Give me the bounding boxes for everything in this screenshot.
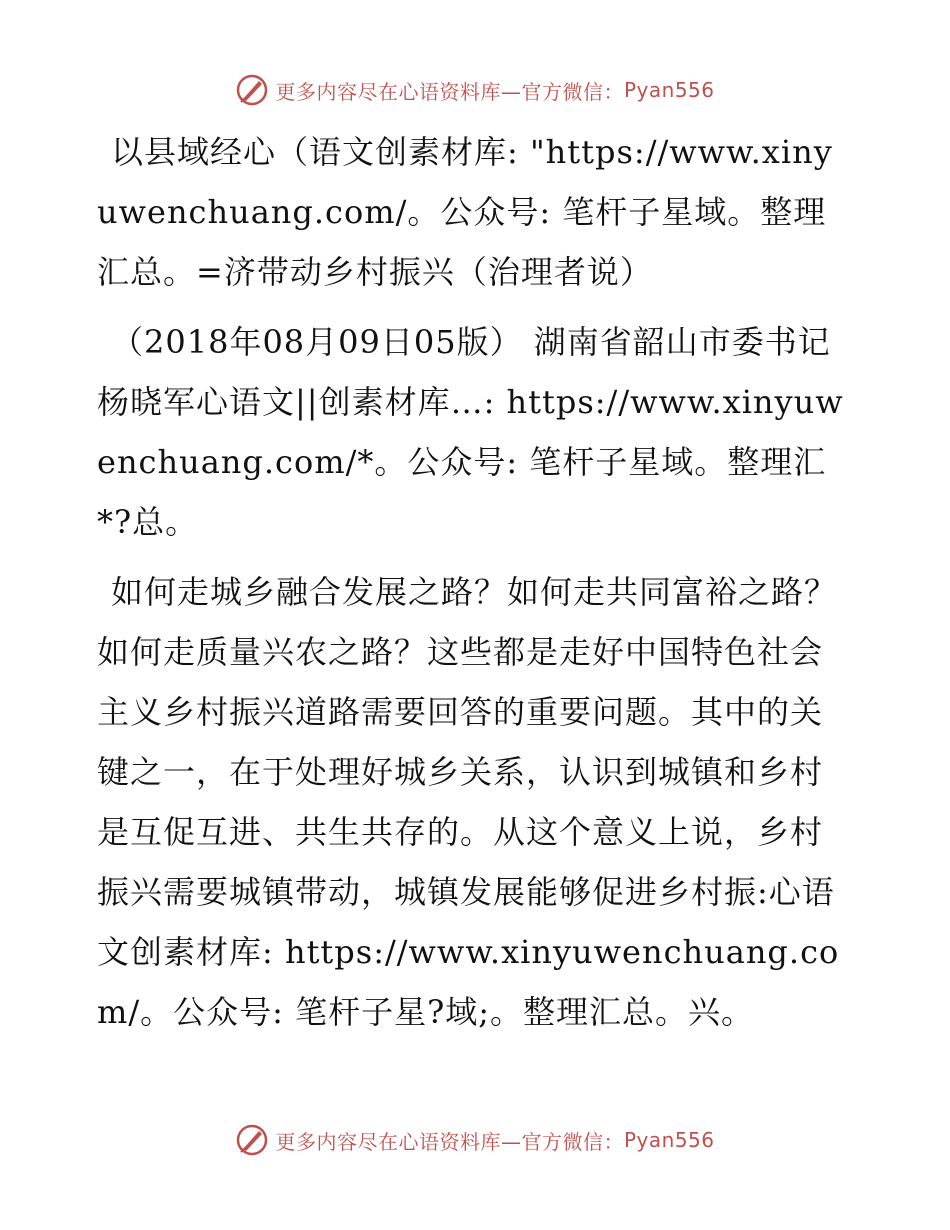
- paragraph-body: [97, 562, 852, 1042]
- paragraph-title: [97, 122, 852, 302]
- footer-banner: [0, 1120, 950, 1160]
- document-body: [97, 122, 852, 1042]
- quill-pen-logo-icon: [235, 73, 269, 107]
- paragraph-3-text: 如何走城乡融合发展之路？如何走共同富裕之路？如何走质量兴农之路？这些都是走好中国特色社会主义乡村振兴道路需要回答的重要问题。其中的关键之一，在于处理好城乡关系，认识到城镇和乡村是互促互进、共生共存的。从这个意义上说，乡村振兴需要城镇带动，城镇发展能够促进乡村振:心语文创素材库: https://www.xinyuwenchuang.com/。公众号: 笔杆子星?域;。整理汇总。兴。: [97, 573, 840, 1031]
- header-banner: [0, 70, 950, 110]
- header-wechat-id: Pyan556: [623, 78, 715, 102]
- footer-banner-text: 更多内容尽在心语资料库—官方微信：: [275, 1129, 624, 1154]
- paragraph-2-text: （2018年08月09日05版） 湖南省韶山市委书记杨晓军心语文||创素材库…: https://www.xinyuwenchuang.com/*。公众号: 笔杆子星域。整理汇*?总。: [97, 323, 844, 541]
- footer-wechat-id: Pyan556: [623, 1128, 715, 1152]
- paragraph-1-text: 以县域经心（语文创素材库: "https://www.xinyuwenchuang.com/。公众号: 笔杆子星域。整理汇总。=济带动乡村振兴（治理者说）: [97, 133, 833, 291]
- header-banner-text: 更多内容尽在心语资料库—官方微信：: [275, 79, 624, 104]
- quill-pen-logo-icon: [235, 1123, 269, 1157]
- paragraph-byline: [97, 312, 852, 552]
